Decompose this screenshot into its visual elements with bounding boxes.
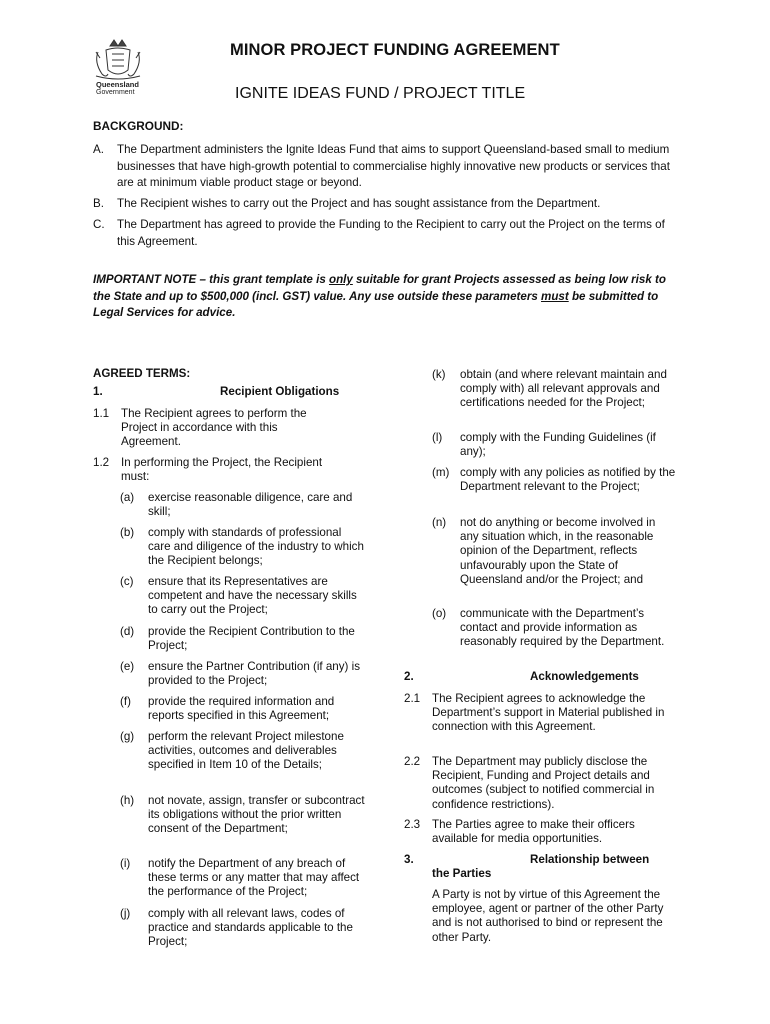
note-must: must — [541, 289, 569, 303]
list-key: (m) — [432, 466, 450, 479]
section-2-number: 2. — [404, 670, 414, 683]
logo-wordmark — [96, 81, 139, 97]
list-key: (e) — [120, 660, 135, 673]
paragraph-number: 2.1 — [404, 692, 421, 705]
list-key: (o) — [432, 607, 447, 620]
item-key: A. — [93, 143, 104, 156]
list-item-h — [120, 794, 365, 837]
paragraph-1-2 — [93, 456, 348, 484]
list-item-b — [120, 526, 365, 569]
list-item-d — [120, 625, 365, 653]
paragraph-number: 2.2 — [404, 755, 421, 768]
list-key: (h) — [120, 794, 135, 807]
list-text: comply with all relevant laws, codes of practice and standards applicable to the Project; — [148, 907, 353, 949]
item-text: The Department has agreed to provide the Funding to the Recipient to carry out the Project on the terms of this Agreement. — [117, 218, 665, 248]
page-subtitle: IGNITE IDEAS FUND / PROJECT TITLE — [235, 85, 526, 102]
list-text: communicate with the Department’s contact and provide information as reasonably required by the Department. — [460, 607, 665, 649]
background-item-c — [93, 217, 673, 250]
list-key: (k) — [432, 368, 446, 381]
list-text: provide the required information and reports specified in this Agreement; — [148, 695, 335, 723]
list-text: perform the relevant Project milestone activities, outcomes and deliverables specified in Item 10 of the Details; — [148, 730, 344, 772]
list-text: comply with standards of professional care and diligence of the industry to which the Recipient belongs; — [148, 526, 364, 568]
logo-line-1: Queensland — [96, 80, 139, 89]
list-key: (b) — [120, 526, 135, 539]
list-item-i — [120, 857, 365, 900]
list-key: (f) — [120, 695, 131, 708]
paragraph-1-1 — [93, 407, 338, 450]
list-item-o — [432, 607, 677, 650]
section-1-title: Recipient Obligations — [220, 385, 340, 398]
note-part-3: be submitted to Legal Services for advice. — [93, 289, 659, 319]
list-item-a — [120, 491, 365, 519]
list-key: (j) — [120, 907, 131, 920]
paragraph-text: The Department may publicly disclose the Recipient, Funding and Project details and outcomes (subject to notified commercial in confidence restrictions). — [432, 755, 655, 811]
section-3-title-b: the Parties — [432, 867, 492, 880]
list-item-j — [120, 907, 365, 950]
list-item-l — [432, 431, 677, 459]
list-key: (g) — [120, 730, 135, 743]
section-3-title-a: Relationship between — [530, 853, 650, 866]
list-text: comply with the Funding Guidelines (if any); — [460, 431, 656, 459]
paragraph-text: The Recipient agrees to acknowledge the Department’s support in Material published in connection with this Agreement. — [432, 692, 665, 734]
paragraph-text: The Recipient agrees to perform the Project in accordance with this Agreement. — [121, 407, 307, 449]
background-item-b — [93, 196, 673, 213]
list-key: (a) — [120, 491, 135, 504]
note-part-2: suitable for grant Projects assessed as being low risk to the State and up to $500,000 (incl. GST) value. Any use outside these parameters — [93, 273, 666, 303]
paragraph-number: 1.2 — [93, 456, 110, 469]
list-item-c — [120, 575, 365, 618]
list-item-e — [120, 660, 365, 688]
paragraph-2-2 — [404, 755, 679, 812]
paragraph-number: 2.3 — [404, 818, 421, 831]
paragraph-number: 1.1 — [93, 407, 110, 420]
list-item-g — [120, 730, 355, 773]
paragraph-text: The Parties agree to make their officers available for media opportunities. — [432, 818, 635, 846]
list-item-m — [432, 466, 677, 494]
logo-line-2: Government — [96, 89, 135, 96]
list-key: (n) — [432, 516, 447, 529]
page-title: MINOR PROJECT FUNDING AGREEMENT — [230, 41, 560, 59]
background-item-a — [93, 142, 673, 192]
list-text: not novate, assign, transfer or subcontract its obligations without the prior written consent of the Department; — [148, 794, 365, 836]
note-part-1: IMPORTANT NOTE – this grant template is — [93, 273, 329, 286]
list-text: ensure that its Representatives are competent and have the necessary skills to carry out the Project; — [148, 575, 357, 617]
list-item-f — [120, 695, 365, 723]
important-note — [93, 272, 683, 322]
paragraph-2-1 — [404, 692, 676, 735]
paragraph-text: In performing the Project, the Recipient must: — [121, 456, 323, 484]
agreed-terms-heading: AGREED TERMS: — [93, 367, 191, 380]
list-key: (i) — [120, 857, 131, 870]
paragraph-2-3 — [404, 818, 676, 846]
section-1-number: 1. — [93, 385, 103, 398]
item-key: B. — [93, 197, 104, 210]
section-2-title: Acknowledgements — [530, 670, 639, 683]
list-item-k — [432, 368, 677, 411]
list-key: (l) — [432, 431, 443, 444]
list-key: (d) — [120, 625, 135, 638]
list-text: exercise reasonable diligence, care and skill; — [148, 491, 353, 519]
list-text: provide the Recipient Contribution to the Project; — [148, 625, 355, 653]
background-heading: BACKGROUND: — [93, 119, 184, 133]
list-text: ensure the Partner Contribution (if any) is provided to the Project; — [148, 660, 361, 688]
item-text: The Recipient wishes to carry out the Project and has sought assistance from the Department. — [117, 197, 601, 210]
item-text: The Department administers the Ignite Ideas Fund that aims to support Queensland-based small to medium businesses that have high-growth potential to commercialise highly innovative new products or services that are at minimum viable product stage or beyond. — [117, 143, 670, 189]
list-text: notify the Department of any breach of these terms or any matter that may affect the performance of the Project; — [148, 857, 360, 899]
item-key: C. — [93, 218, 105, 231]
list-text: comply with any policies as notified by the Department relevant to the Project; — [460, 466, 676, 494]
section-3-text: A Party is not by virtue of this Agreement the employee, agent or partner of the other Party and is not authorised to bind or represent the other Party. — [432, 888, 664, 944]
list-text: obtain (and where relevant maintain and comply with) all relevant approvals and certifications needed for the Project; — [460, 368, 667, 410]
list-key: (c) — [120, 575, 134, 588]
list-item-n — [432, 516, 677, 587]
note-only: only — [328, 273, 353, 286]
section-3-number: 3. — [404, 853, 414, 866]
list-text: not do anything or become involved in any situation which, in the reasonable opinion of the Department, reflects unfavourably upon the State of Queensland and/or the Project; and — [460, 516, 656, 586]
